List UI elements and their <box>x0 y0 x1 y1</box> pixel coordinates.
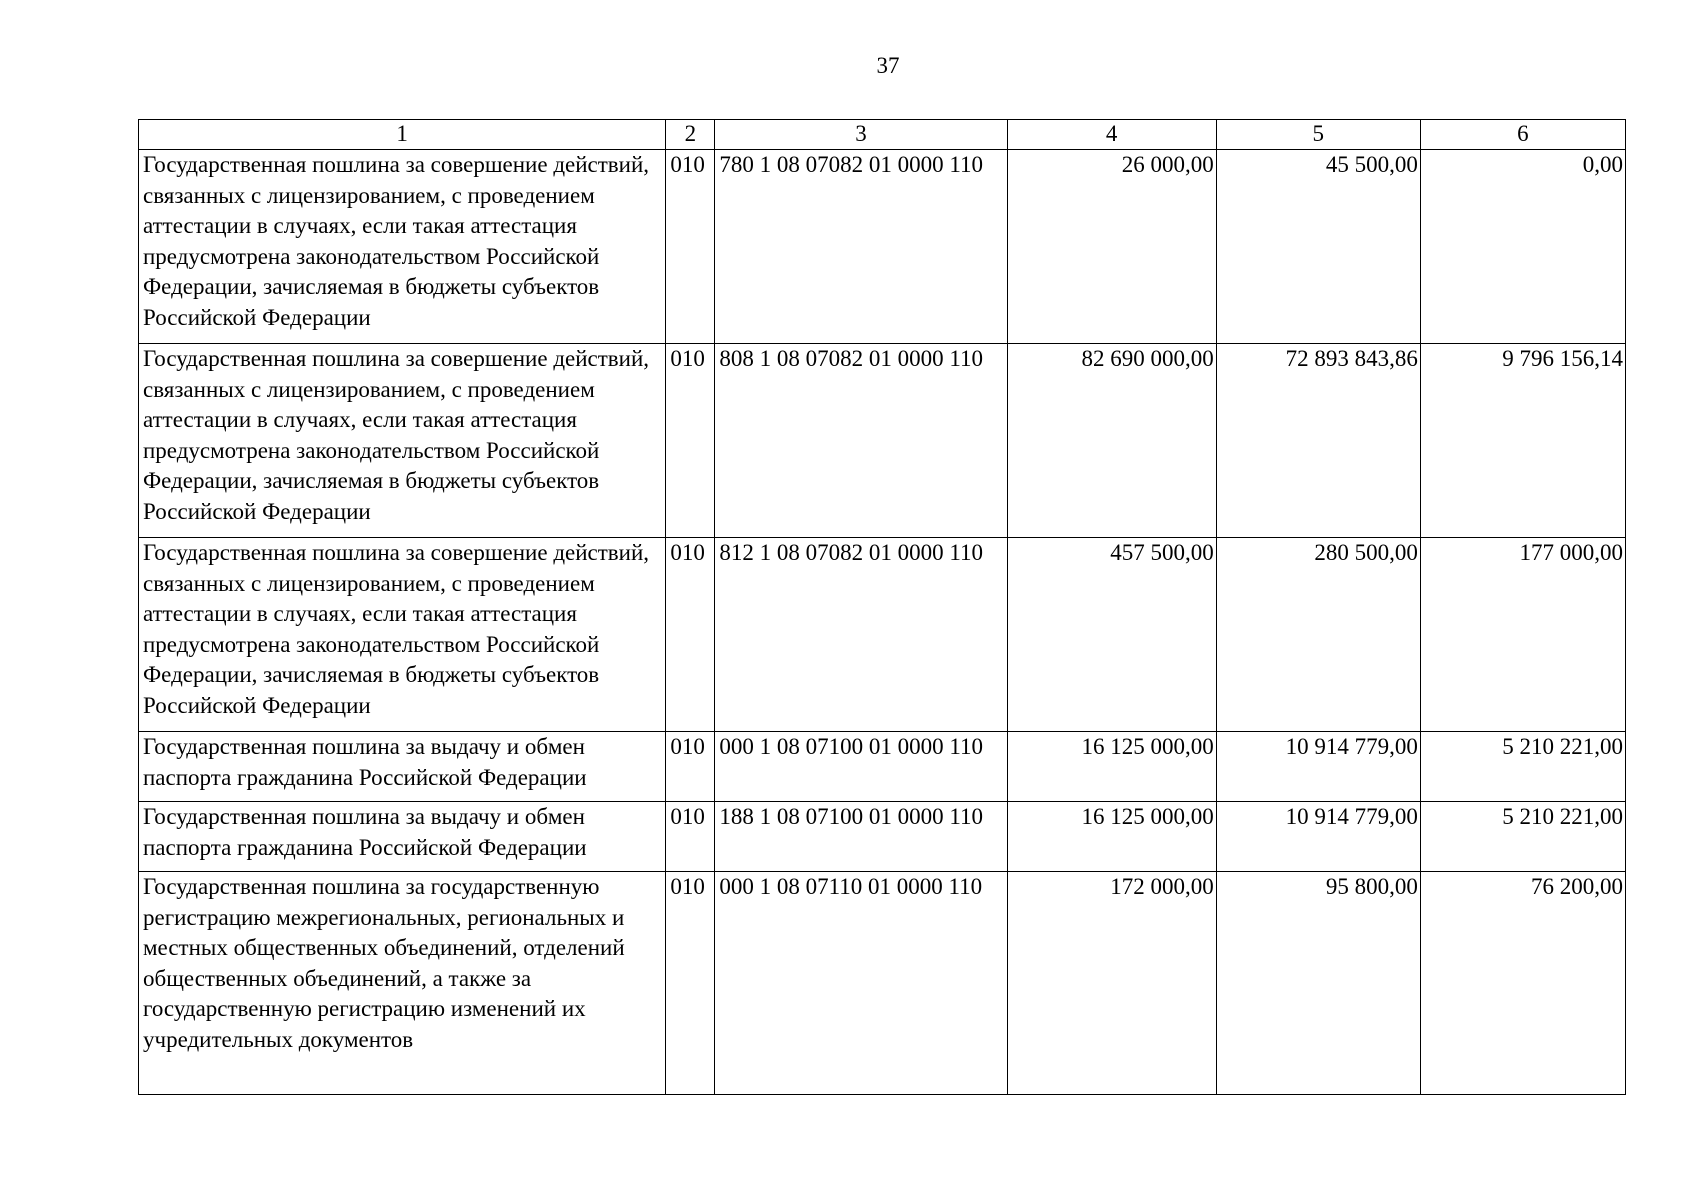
cell-unexecuted: 9 796 156,14 <box>1420 344 1625 538</box>
cell-line-code: 010 <box>666 344 715 538</box>
cell-kbk: 188 1 08 07100 01 0000 110 <box>715 802 1007 872</box>
header-row <box>139 120 1626 150</box>
cell-kbk: 812 1 08 07082 01 0000 110 <box>715 538 1007 732</box>
cell-kbk: 000 1 08 07110 01 0000 110 <box>715 872 1007 1095</box>
header-col-2: 2 <box>666 120 715 150</box>
table-body <box>139 150 1626 1095</box>
cell-executed: 10 914 779,00 <box>1216 802 1420 872</box>
cell-plan: 82 690 000,00 <box>1007 344 1216 538</box>
cell-plan: 457 500,00 <box>1007 538 1216 732</box>
cell-line-code: 010 <box>666 538 715 732</box>
table-row <box>139 538 1626 732</box>
cell-line-code: 010 <box>666 150 715 344</box>
table-row <box>139 732 1626 802</box>
cell-kbk: 808 1 08 07082 01 0000 110 <box>715 344 1007 538</box>
cell-executed: 45 500,00 <box>1216 150 1420 344</box>
table-header <box>139 120 1626 150</box>
page-number: 37 <box>876 53 900 78</box>
cell-unexecuted: 5 210 221,00 <box>1420 732 1625 802</box>
cell-executed: 95 800,00 <box>1216 872 1420 1095</box>
cell-plan: 16 125 000,00 <box>1007 732 1216 802</box>
cell-line-code: 010 <box>666 732 715 802</box>
revenue-table <box>138 119 1626 1095</box>
cell-executed: 72 893 843,86 <box>1216 344 1420 538</box>
cell-plan: 16 125 000,00 <box>1007 802 1216 872</box>
header-col-3: 3 <box>715 120 1007 150</box>
header-col-6: 6 <box>1420 120 1625 150</box>
cell-line-code: 010 <box>666 872 715 1095</box>
cell-kbk: 780 1 08 07082 01 0000 110 <box>715 150 1007 344</box>
cell-name: Государственная пошлина за совершение действий, связанных с лицензированием, с проведением аттестации в случаях, если такая аттестация предусмотрена законодательством Российской Федерации, зачисляемая в бюджеты субъектов Российской Федерации <box>139 344 666 538</box>
cell-kbk: 000 1 08 07100 01 0000 110 <box>715 732 1007 802</box>
cell-unexecuted: 5 210 221,00 <box>1420 802 1625 872</box>
cell-executed: 10 914 779,00 <box>1216 732 1420 802</box>
cell-plan: 172 000,00 <box>1007 872 1216 1095</box>
cell-name: Государственная пошлина за выдачу и обмен паспорта гражданина Российской Федерации <box>139 802 666 872</box>
cell-unexecuted: 177 000,00 <box>1420 538 1625 732</box>
table-row <box>139 344 1626 538</box>
header-col-1: 1 <box>139 120 666 150</box>
cell-name: Государственная пошлина за государственную регистрацию межрегиональных, региональных и местных общественных объединений, отделений общественных объединений, а также за государственную регистрацию изменений их учредительных документов <box>139 872 666 1095</box>
cell-name: Государственная пошлина за совершение действий, связанных с лицензированием, с проведением аттестации в случаях, если такая аттестация предусмотрена законодательством Российской Федерации, зачисляемая в бюджеты субъектов Российской Федерации <box>139 538 666 732</box>
header-col-5: 5 <box>1216 120 1420 150</box>
cell-unexecuted: 76 200,00 <box>1420 872 1625 1095</box>
table-row <box>139 872 1626 1095</box>
cell-unexecuted: 0,00 <box>1420 150 1625 344</box>
cell-name: Государственная пошлина за выдачу и обмен паспорта гражданина Российской Федерации <box>139 732 666 802</box>
table-row <box>139 150 1626 344</box>
cell-line-code: 010 <box>666 802 715 872</box>
table-row <box>139 802 1626 872</box>
cell-plan: 26 000,00 <box>1007 150 1216 344</box>
cell-name: Государственная пошлина за совершение действий, связанных с лицензированием, с проведением аттестации в случаях, если такая аттестация предусмотрена законодательством Российской Федерации, зачисляемая в бюджеты субъектов Российской Федерации <box>139 150 666 344</box>
header-col-4: 4 <box>1007 120 1216 150</box>
cell-executed: 280 500,00 <box>1216 538 1420 732</box>
